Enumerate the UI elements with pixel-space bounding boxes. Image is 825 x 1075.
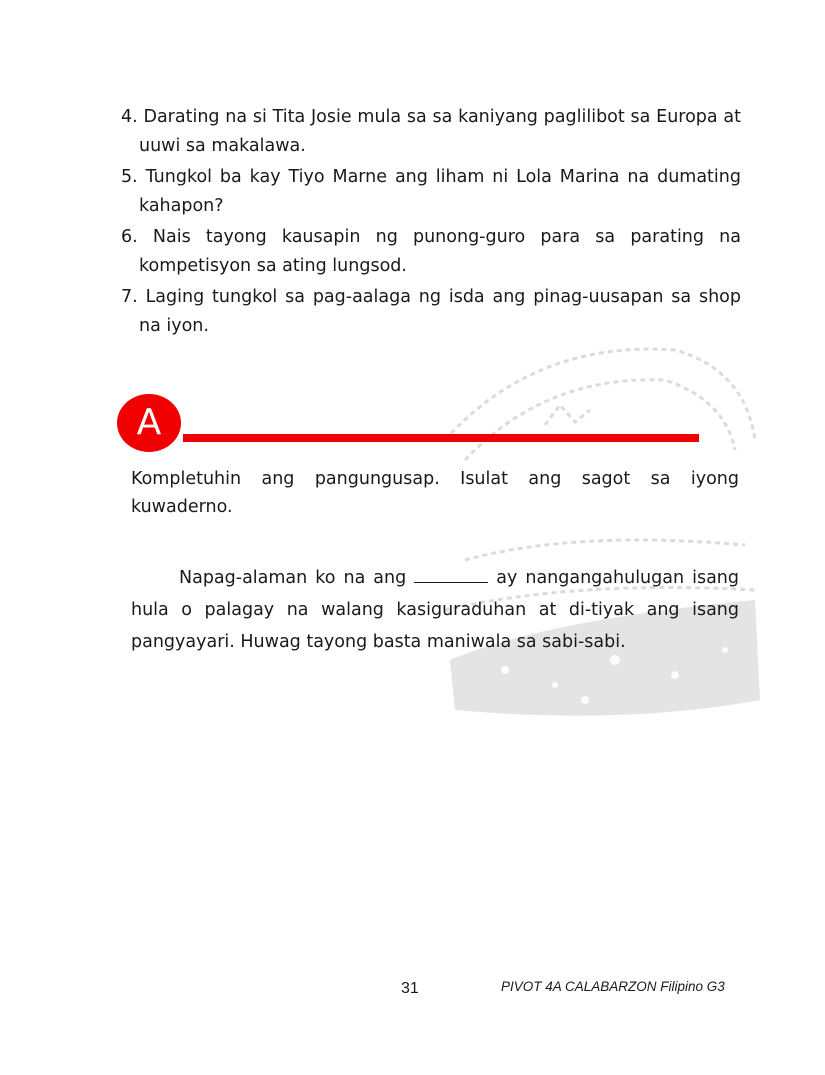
- list-item: 5. Tungkol ba kay Tiyo Marne ang liham ni Lola Marina na dumating kahapon?: [121, 167, 741, 216]
- page-number: 31: [401, 980, 419, 997]
- list-item: 7. Laging tungkol sa pag-aalaga ng isda ang pinag-uusapan sa shop na iyon.: [121, 287, 741, 336]
- deped-seal-watermark: [425, 330, 765, 730]
- section-divider-line: [183, 434, 699, 442]
- instruction-text: Kompletuhin ang pangungusap. Isulat ang sagot sa iyong kuwaderno.: [131, 469, 739, 517]
- fill-in-paragraph: Napag-alaman ko na ang ay nangangahulugan isang hula o palagay na walang kasiguraduhan at di-tiyak ang isang pangyayari. Huwag tayong basta maniwala sa sabi-sabi.: [131, 568, 739, 652]
- answer-blank: [414, 568, 488, 583]
- list-item: 4. Darating na si Tita Josie mula sa sa kaniyang paglilibot sa Europa at uuwi sa makalawa.: [121, 107, 741, 156]
- section-header: [117, 394, 707, 450]
- list-item: 6. Nais tayong kausapin ng punong-guro para sa parating na kompetisyon sa ating lungsod.: [121, 227, 741, 276]
- section-letter-badge: A: [117, 394, 181, 452]
- numbered-sentence-list: [121, 103, 741, 343]
- footer-title: PIVOT 4A CALABARZON Filipino G3: [501, 979, 725, 994]
